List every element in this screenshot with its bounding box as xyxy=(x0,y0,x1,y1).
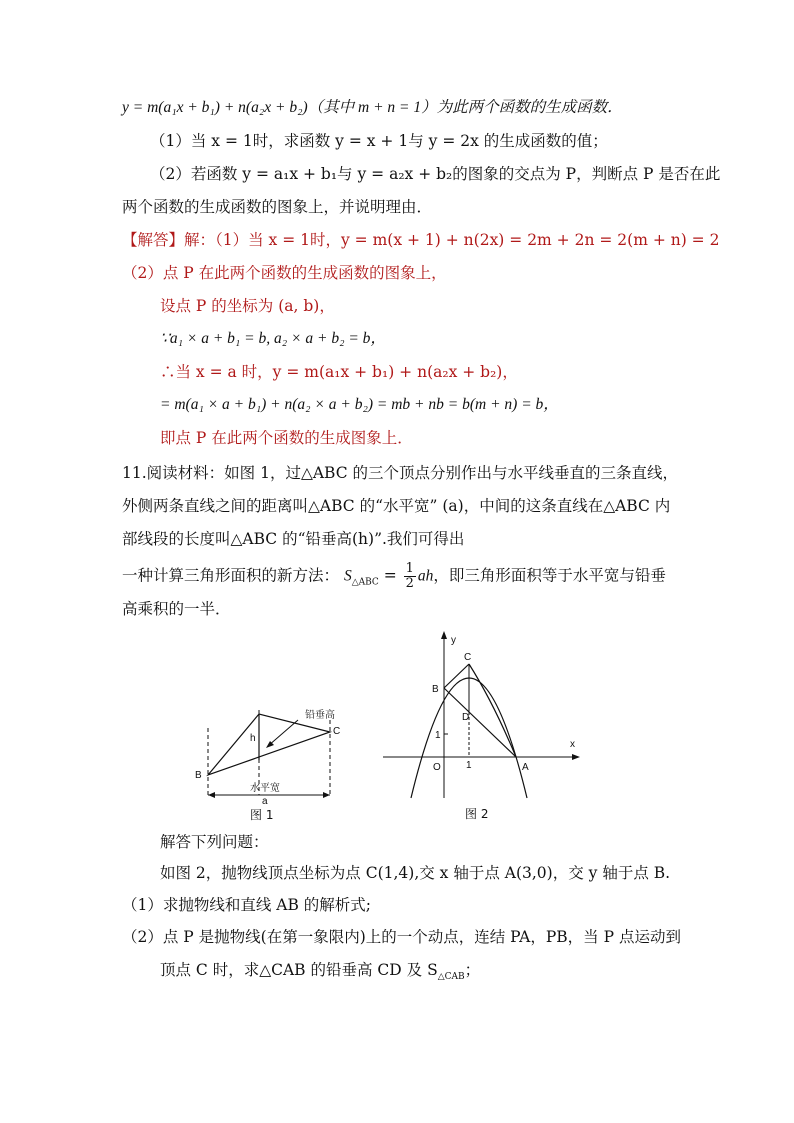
q11-intro: 解答下列问题： xyxy=(160,833,269,851)
q11-line-3: 部线段的长度叫△ABC 的“铅垂高(h)”.我们可得出 xyxy=(122,530,465,548)
q11-line-5: 高乘积的一半． xyxy=(122,600,231,618)
fraction-denominator: 2 xyxy=(405,576,414,591)
fig2-line-BC xyxy=(444,664,469,688)
answer-line-5-text: ∴当 x = a 时，y = m(a₁x + b₁) + n(a₂x + b₂)， xyxy=(160,363,518,381)
q11-figure2-desc: 如图 2，抛物线顶点坐标为点 C(1,4),交 x 轴于点 A(3,0)，交 y 轴于点 B. xyxy=(160,864,671,882)
fig1-width-arrow-left xyxy=(208,792,215,798)
answer-part1: 解：（1）当 x = 1时，y = m(x + 1) + n(2x) = 2m + 2n = 2(m + n) = 2 xyxy=(184,231,720,249)
fig2-line-AB xyxy=(444,688,516,757)
answer-line-5 xyxy=(160,362,518,382)
answer-line-1 xyxy=(122,230,719,250)
q11-part-2-text: 顶点 C 时，求△CAB 的铅垂高 CD 及 S xyxy=(160,961,438,979)
answer-line-6: = m(a₁ × a + b₁) + n(a₂ × a + b₂) = mb + nb = b(m + n) = b， xyxy=(160,396,559,413)
fig1-label-a: a xyxy=(262,796,268,807)
fig2-line-CA xyxy=(469,664,516,757)
fig2-x-arrow xyxy=(572,754,580,760)
text-question-1: （1）当 x = 1时，求函数 y = x + 1与 y = 2x 的生成函数的值； xyxy=(150,132,608,150)
fig1-label-C: C xyxy=(333,726,341,737)
fig2-label-A: A xyxy=(522,762,529,773)
fig2-tick-label-y1: 1 xyxy=(435,730,441,741)
q11-line-4 xyxy=(122,562,666,592)
figure-2 xyxy=(375,628,590,828)
area-ah: ah xyxy=(417,567,434,585)
q11-line-2: 外侧两条直线之间的距离叫△ABC 的“水平宽” (a)，中间的这条直线在△ABC 内 xyxy=(122,497,671,515)
fraction-one-half xyxy=(404,562,416,591)
text-question-2: （2）若函数 y = a₁x + b₁与 y = a₂x + b₂的图象的交点为 P，判断点 P 是否在此 xyxy=(150,165,721,183)
answer-line-4: ∵a₁ × a + b₁ = b, a₂ × a + b₂ = b， xyxy=(160,330,386,347)
area-symbol: S xyxy=(343,567,352,585)
fig2-label-B: B xyxy=(432,684,439,695)
fig2-tick-label-x1: 1 xyxy=(466,760,472,771)
text-question-2-cont: 两个函数的生成函数的图象上，并说明理由． xyxy=(122,198,433,216)
q11-part-1: （1）求抛物线和直线 AB 的解析式; xyxy=(122,896,372,914)
fig1-label-shuiping: 水平宽 xyxy=(250,783,280,794)
q11-part-2-subscript: △CAB xyxy=(437,972,465,983)
figure-1 xyxy=(190,700,350,825)
fig1-label-qiancui: 铅垂高 xyxy=(305,710,335,721)
equals-sign: = xyxy=(378,566,402,585)
fig1-label-B: B xyxy=(195,770,202,781)
q11-part-2: （2）点 P 是抛物线(在第一象限内)上的一个动点，连结 PA，PB，当 P 点运动到 xyxy=(122,928,681,946)
fig1-width-arrow-right xyxy=(323,792,330,798)
area-subscript: △ABC xyxy=(351,577,379,588)
answer-tag: 【解答】 xyxy=(122,231,185,249)
q11-line-4-tail: ，即三角形面积等于水平宽与铅垂 xyxy=(433,566,666,585)
q11-part-2-cont xyxy=(160,960,480,987)
answer-line-2: （2）点 P 在此两个函数的生成函数的图象上， xyxy=(122,264,447,282)
q11-part-2-end: ； xyxy=(464,961,481,979)
answer-line-7: 即点 P 在此两个函数的生成图象上． xyxy=(160,429,413,447)
fig2-label-C: C xyxy=(464,652,472,663)
q11-line-1: 11.阅读材料：如图 1，过△ABC 的三个顶点分别作出与水平线垂直的三条直线， xyxy=(122,464,679,482)
q11-line-4-lead: 一种计算三角形面积的新方法： xyxy=(122,566,340,585)
fraction-numerator: 1 xyxy=(405,561,414,576)
fig2-y-arrow xyxy=(441,631,447,639)
fig2-label-y: y xyxy=(451,635,456,646)
fig2-label-x: x xyxy=(570,739,575,750)
text-generating-function-def: y = m(a₁x + b₁) + n(a₂x + b₂)（其中 m + n = 1）为此两个函数的生成函数． xyxy=(122,99,623,116)
fig2-label-D: D xyxy=(462,712,470,723)
fig1-arrow-line xyxy=(268,720,298,746)
fig2-label-O: O xyxy=(433,762,441,773)
answer-line-3: 设点 P 的坐标为 (a, b)， xyxy=(160,297,335,315)
fig1-caption: 图 1 xyxy=(250,808,274,822)
fig1-label-h: h xyxy=(250,733,256,744)
fig2-caption: 图 2 xyxy=(465,807,489,821)
